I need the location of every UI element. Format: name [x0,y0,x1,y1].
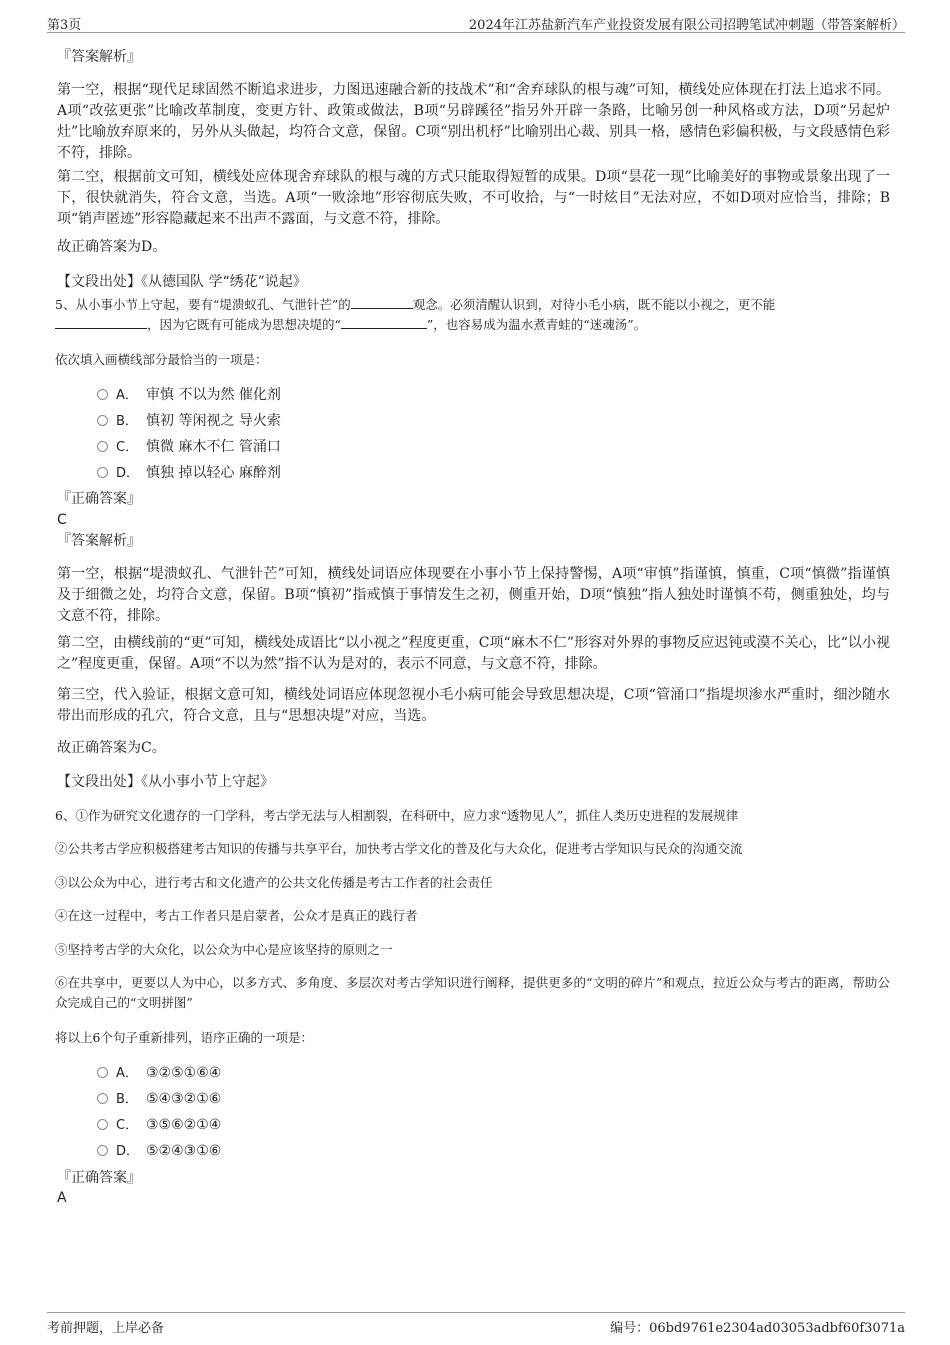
q5-analysis-p3: 第三空，代入验证，根据文意可知，横线处词语应体现忽视小毛小病可能会导致思想决堤，C项“管涌口”指堤坝渗水严重时，细沙随水带出而形成的孔穴，符合文意，且与“思想决堤”对应，当选。 [57,687,890,724]
q5-blank-2 [55,316,147,329]
q4-source: 【文段出处】《从德国队 学“绣花”说起》 [57,274,307,290]
q5-option-b[interactable]: B． 慎初 等闲视之 导火索 [97,411,281,432]
q5-blank-3 [341,316,427,329]
q6-option-a[interactable]: A． ③②⑤①⑥④ [97,1063,221,1084]
q5-analysis-conclusion: 故正确答案为C。 [57,740,166,756]
q5-option-c[interactable]: C． 慎微 麻木不仁 管涌口 [97,437,281,458]
radio-icon[interactable] [97,1119,108,1130]
q5-stem-part-b: 观念。必须清醒认识到，对待小毛小病，既不能以小视之，更不能 [412,297,776,312]
page-number: 第3页 [47,18,82,33]
q5-source: 【文段出处】《从小事小节上守起》 [57,774,274,790]
q4-analysis-label: 『答案解析』 [57,49,141,65]
q5-instruction: 依次填入画横线部分最恰当的一项是： [55,352,268,367]
q6-instruction: 将以上6个句子重新排列，语序正确的一项是： [55,1030,313,1045]
q6-sentence-4: ④在这一过程中，考古工作者只是启蒙者，公众才是真正的践行者 [55,908,418,923]
q6-option-d[interactable]: D． ⑤②④③①⑥ [97,1141,221,1162]
q5-analysis-p2: 第二空，由横线前的“更”可知，横线处成语比“以小视之”程度更重，C项“麻木不仁”形容对外界的事物反应迟钝或漠不关心，比“以小视之”程度更重，保留。A项“不以为然”指不认为是对的，表示不同意，与文意不符，排除。 [57,635,890,672]
q6-correct-answer: A [57,1190,67,1206]
q6-option-b[interactable]: B． ⑤④③②①⑥ [97,1089,221,1110]
q5-stem-part-d: ”，也容易成为温水煮青蛙的“迷魂汤”。 [426,317,647,332]
radio-icon[interactable] [97,415,108,426]
q5-correct-label: 『正确答案』 [57,491,141,507]
radio-icon[interactable] [97,1093,108,1104]
q6-sentence-2: ②公共考古学应积极搭建考古知识的传播与共享平台，加快考古学文化的普及化与大众化，促进考古学知识与民众的沟通交流 [55,841,743,856]
q5-option-d[interactable]: D． 慎独 掉以轻心 麻醉剂 [97,463,281,484]
q5-option-a[interactable]: A． 审慎 不以为然 催化剂 [97,385,281,406]
q4-analysis-p1: 第一空，根据“现代足球固然不断追求进步，力图迅速融合新的技战术”和“舍弃球队的根与魂”可知，横线处应体现在打法上追求不同。A项“改弦更张”比喻改革制度，变更方针、政策或做法，B项“另辟蹊径”指另外开辟一条路，比喻另创一种风格或方法，D项“另起炉灶”比喻放弃原来的，另外从头做起，均符合文意，保留。C项“别出机杼”比喻别出心裁、别具一格，感情色彩偏积极，与文段感情色彩不符，排除。 [57,82,890,161]
q4-analysis-conclusion: 故正确答案为D。 [57,239,167,255]
radio-icon[interactable] [97,441,108,452]
q6-sentence-1: 6、①作为研究文化遗存的一门学科，考古学无法与人相割裂，在科研中，应力求“透物见人”，抓住人类历史进程的发展规律 [55,808,739,823]
radio-icon[interactable] [97,467,108,478]
q6-sentence-6: ⑥在共享中，更要以人为中心，以多方式、多角度、多层次对考古学知识进行阐释，提供更多的“文明的碎片”和观点，拉近公众与考古的距离，帮助公众完成自己的“文明拼图” [55,975,890,1010]
document-title: 2024年江苏盐新汽车产业投资发展有限公司招聘笔试冲刺题（带答案解析） [468,18,905,33]
footer-slogan: 考前押题，上岸必备 [47,1321,165,1336]
radio-icon[interactable] [97,389,108,400]
q6-sentence-3: ③以公众为中心，进行考古和文化遗产的公共文化传播是考古工作者的社会责任 [55,875,493,890]
q6-correct-label: 『正确答案』 [57,1170,141,1186]
q6-option-c[interactable]: C． ③⑤⑥②①④ [97,1115,221,1136]
radio-icon[interactable] [97,1067,108,1078]
q5-blank-1 [351,296,413,309]
q5-stem-part-c: ，因为它既有可能成为思想决堤的“ [147,317,341,332]
q5-stem-part-a: 5、从小事小节上守起，要有“堤溃蚁孔、气泄针芒”的 [55,297,351,312]
page-header [47,12,905,33]
q5-stem [55,295,890,335]
document-id: 编号：06bd9761e2304ad03053adbf60f3071a [610,1321,905,1336]
q6-sentence-5: ⑤坚持考古学的大众化，以公众为中心是应该坚持的原则之一 [55,942,393,957]
page-footer [47,1312,905,1335]
radio-icon[interactable] [97,1145,108,1156]
q5-analysis-p1: 第一空，根据“堤溃蚁孔、气泄针芒”可知，横线处词语应体现要在小事小节上保持警惕，A项“审慎”指谨慎，慎重，C项“慎微”指谨慎及于细微之处，均符合文意，保留。B项“慎初”指戒慎于事情发生之初，侧重开始，D项“慎独”指人独处时谨慎不苟，侧重独处，均与文意不符，排除。 [57,566,890,624]
q5-correct-answer: C [57,512,67,528]
q5-analysis-label: 『答案解析』 [57,533,141,549]
q4-analysis-p2: 第二空，根据前文可知，横线处应体现舍弃球队的根与魂的方式只能取得短暂的成果。D项“昙花一现”比喻美好的事物或景象出现了一下，很快就消失，符合文意，当选。A项“一败涂地”形容彻底失败，不可收拾，与“一时炫目”无法对应，不如D项对应恰当，排除；B项“销声匿迹”形容隐藏起来不出声不露面，与文意不符，排除。 [57,169,890,227]
